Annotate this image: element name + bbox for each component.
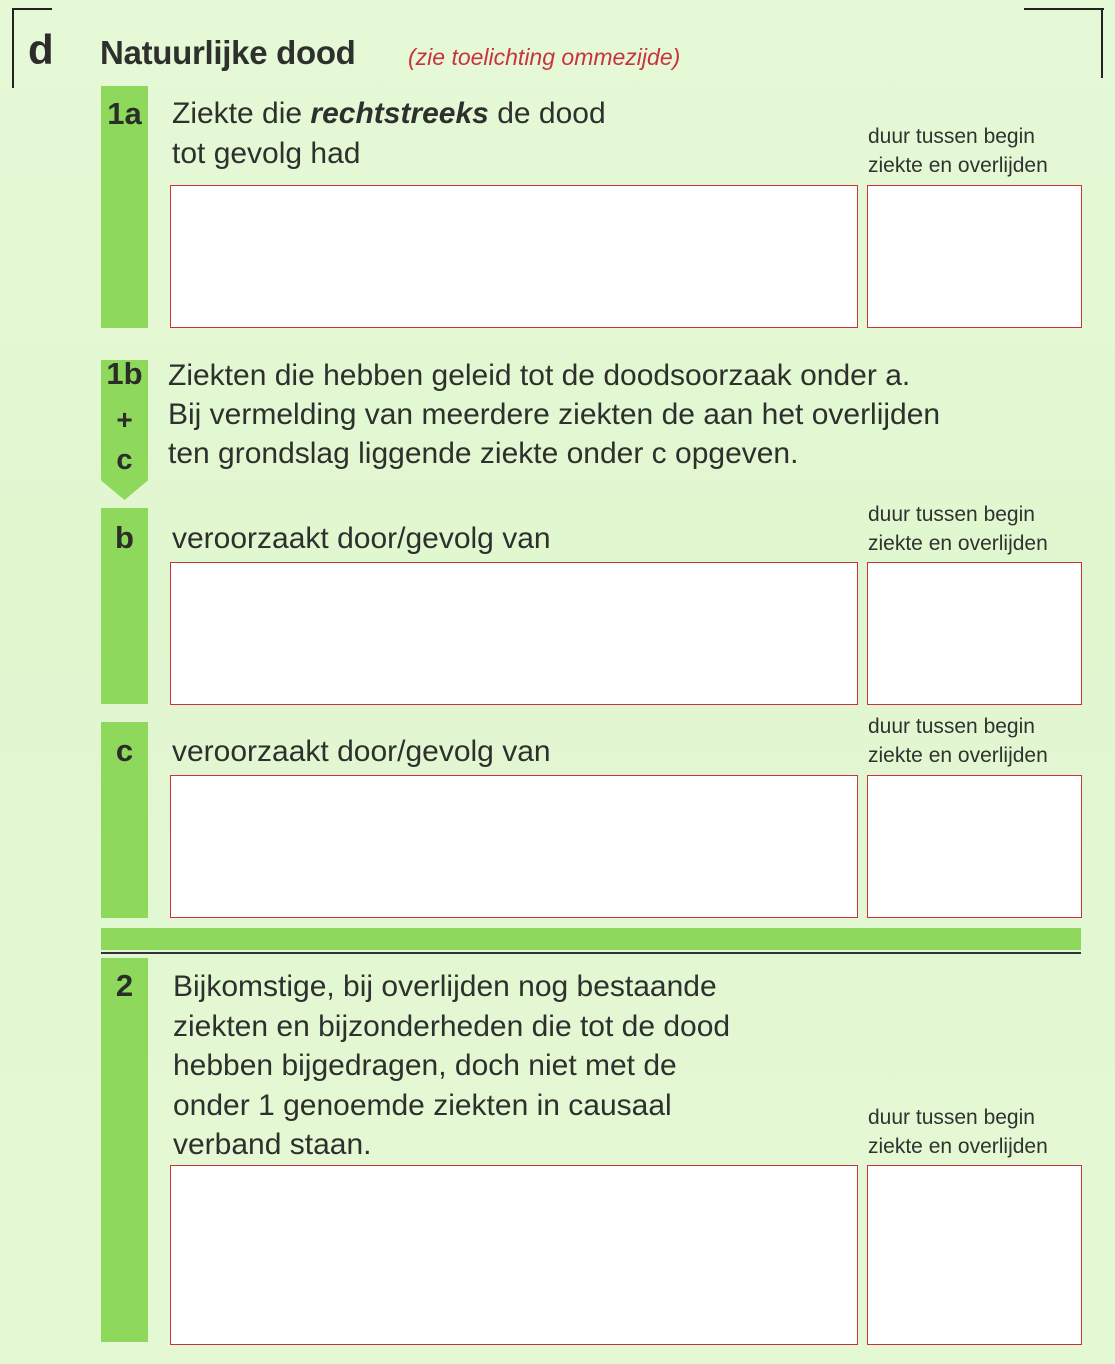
question-1a-duration-field[interactable] (867, 185, 1082, 328)
question-1bc-c: c (116, 444, 133, 476)
question-1a-text (172, 94, 606, 134)
question-2-text-line5: verband staan. (173, 1128, 372, 1161)
corner-mark-right-vertical (1101, 8, 1103, 78)
question-1bc-text-line2: Bij vermelding van meerdere ziekten de aan het overlijden (168, 398, 941, 431)
question-1a-duration-label-line2: ziekte en overlijden (868, 154, 1048, 177)
section-divider-line (101, 952, 1081, 954)
question-1a-number: 1a (107, 96, 142, 131)
section-divider-bar (101, 928, 1081, 950)
question-2-bar (101, 958, 148, 1342)
question-1a-duration-label-line1: duur tussen begin (868, 125, 1035, 148)
question-c-duration-label-line1: duur tussen begin (868, 715, 1035, 738)
question-2-text-line3: hebben bijgedragen, doch niet met de (173, 1049, 677, 1082)
question-2-duration-label-line1: duur tussen begin (868, 1106, 1035, 1129)
section-title: Natuurlijke dood (100, 34, 356, 71)
question-1a-text-emphasis: rechtstreeks (310, 97, 489, 130)
section-letter: d (28, 26, 54, 73)
corner-mark-right (1024, 8, 1104, 10)
question-c-duration-field[interactable] (867, 775, 1082, 918)
question-1a-text-line2: tot gevolg had (172, 137, 361, 170)
question-2-text-line2: ziekten en bijzonderheden die tot de dood (173, 1010, 731, 1043)
question-b-duration-label-line1: duur tussen begin (868, 503, 1035, 526)
question-1bc-plus: + (116, 404, 133, 435)
question-c-duration-label-line2: ziekte en overlijden (868, 744, 1048, 767)
question-1bc-text-line3: ten grondslag liggende ziekte onder c opgeven. (168, 437, 799, 470)
question-2-text-line1: Bijkomstige, bij overlijden nog bestaande (173, 970, 717, 1003)
question-2-duration-label-line2: ziekte en overlijden (868, 1135, 1048, 1158)
question-b-duration-label-line2: ziekte en overlijden (868, 532, 1048, 555)
section-note: (zie toelichting ommezijde) (408, 44, 681, 70)
question-b-text: veroorzaakt door/gevolg van (172, 522, 551, 555)
question-2-number: 2 (115, 968, 134, 1003)
question-c-number: c (115, 733, 134, 768)
question-b-cause-field[interactable] (170, 562, 858, 705)
question-1bc-text-line1: Ziekten die hebben geleid tot de doodsoorzaak onder a. (168, 359, 911, 392)
question-2-text-line4: onder 1 genoemde ziekten in causaal (173, 1089, 672, 1122)
question-2-duration-field[interactable] (867, 1165, 1082, 1345)
question-b-number: b (115, 520, 134, 555)
question-c-cause-field[interactable] (170, 775, 858, 918)
question-2-cause-field[interactable] (170, 1165, 858, 1345)
question-1a-cause-field[interactable] (170, 185, 858, 328)
question-1bc-number: 1b (106, 356, 143, 391)
question-1a-text-part2: de dood (488, 97, 606, 130)
question-1a-text-part1: Ziekte die (172, 97, 311, 130)
question-b-duration-field[interactable] (867, 562, 1082, 705)
question-c-text: veroorzaakt door/gevolg van (172, 735, 551, 768)
corner-mark-left (12, 8, 14, 88)
corner-mark-left-top (12, 8, 52, 10)
